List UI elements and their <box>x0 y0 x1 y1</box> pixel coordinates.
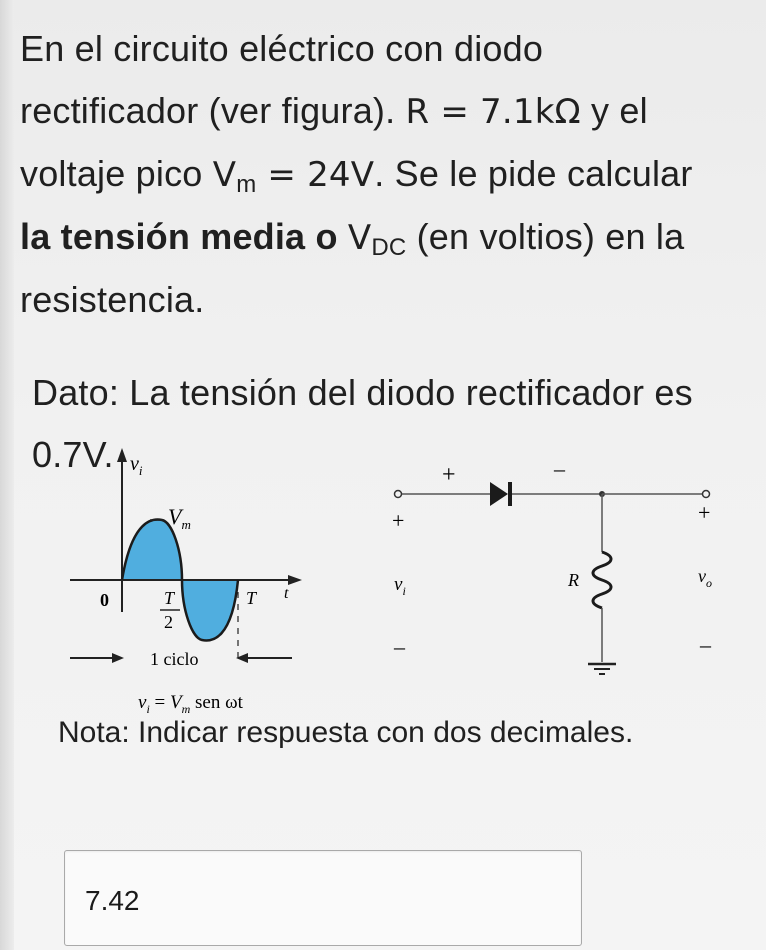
waveform-graph <box>70 448 302 716</box>
circuit-figure <box>60 440 740 720</box>
vm-value: = 24V <box>256 155 375 195</box>
vm-subscript: m <box>236 171 257 198</box>
input-equation: $v_i = V_m$ sen ωt <box>138 692 243 716</box>
line-2-text: rectificador (ver figura). <box>20 90 406 131</box>
question-line-1 <box>20 18 740 80</box>
diode-minus-sign: – <box>554 456 565 481</box>
input-terminal <box>395 491 402 498</box>
half-period-numerator: T <box>164 588 175 608</box>
vm-symbol: V <box>212 155 237 195</box>
question-line-5 <box>20 269 740 331</box>
ground-icon <box>588 664 616 674</box>
vdc-subscript: DC <box>371 234 407 261</box>
cycle-arrow-left-head <box>112 653 124 663</box>
horizontal-axis-arrow <box>288 575 302 585</box>
input-plus-sign: + <box>392 508 405 533</box>
cycle-label: 1 ciclo <box>150 649 199 669</box>
dato-text: Dato: La tensión del diodo rectificador es 0.7V. <box>32 372 693 475</box>
vi-axis-label: $v_i$ <box>130 453 143 478</box>
line-4-bold-text: la tensión media o <box>20 216 348 257</box>
question-line-3 <box>20 143 740 206</box>
question-line-2 <box>20 80 740 143</box>
vm-peak-label: $V_m$ <box>168 504 191 532</box>
line-1-text: En el circuito eléctrico con diodo <box>20 28 544 69</box>
page-edge <box>0 0 14 950</box>
line-2-tail: y el <box>580 90 648 131</box>
answer-input[interactable] <box>64 850 582 946</box>
vertical-axis-arrow <box>117 448 127 462</box>
resistance-symbol: R <box>405 92 430 132</box>
line-3-tail: . Se le pide calcular <box>374 153 693 194</box>
half-period-denominator: 2 <box>164 612 173 632</box>
answer-value[interactable]: 7.42 <box>85 885 140 916</box>
negative-half-cycle-fill <box>182 580 238 640</box>
line-4-tail: (en voltios) en la <box>406 216 685 257</box>
period-label: T <box>246 588 257 608</box>
diode-triangle <box>490 482 508 506</box>
question-text <box>20 18 740 331</box>
resistance-value: = 7.1kΩ <box>429 92 581 132</box>
line-5-text: resistencia. <box>20 279 205 320</box>
diode-plus-sign: + <box>442 462 456 488</box>
output-plus-sign: + <box>698 500 711 525</box>
origin-label: 0 <box>100 590 109 610</box>
time-axis-label: t <box>284 585 289 602</box>
question-line-4 <box>20 206 740 269</box>
output-terminal <box>703 491 710 498</box>
output-minus-sign: – <box>700 632 711 657</box>
note-text: Nota: Indicar respuesta con dos decimales. <box>58 716 634 749</box>
input-voltage-label: $v_i$ <box>394 574 406 598</box>
resistor-symbol <box>593 552 611 608</box>
line-3-text: voltaje pico <box>20 153 213 194</box>
vdc-symbol: V <box>347 218 372 258</box>
output-voltage-label: $v_o$ <box>698 566 712 590</box>
input-minus-sign: – <box>394 634 405 659</box>
resistor-label: R <box>568 570 579 590</box>
rectifier-circuit <box>392 456 712 674</box>
